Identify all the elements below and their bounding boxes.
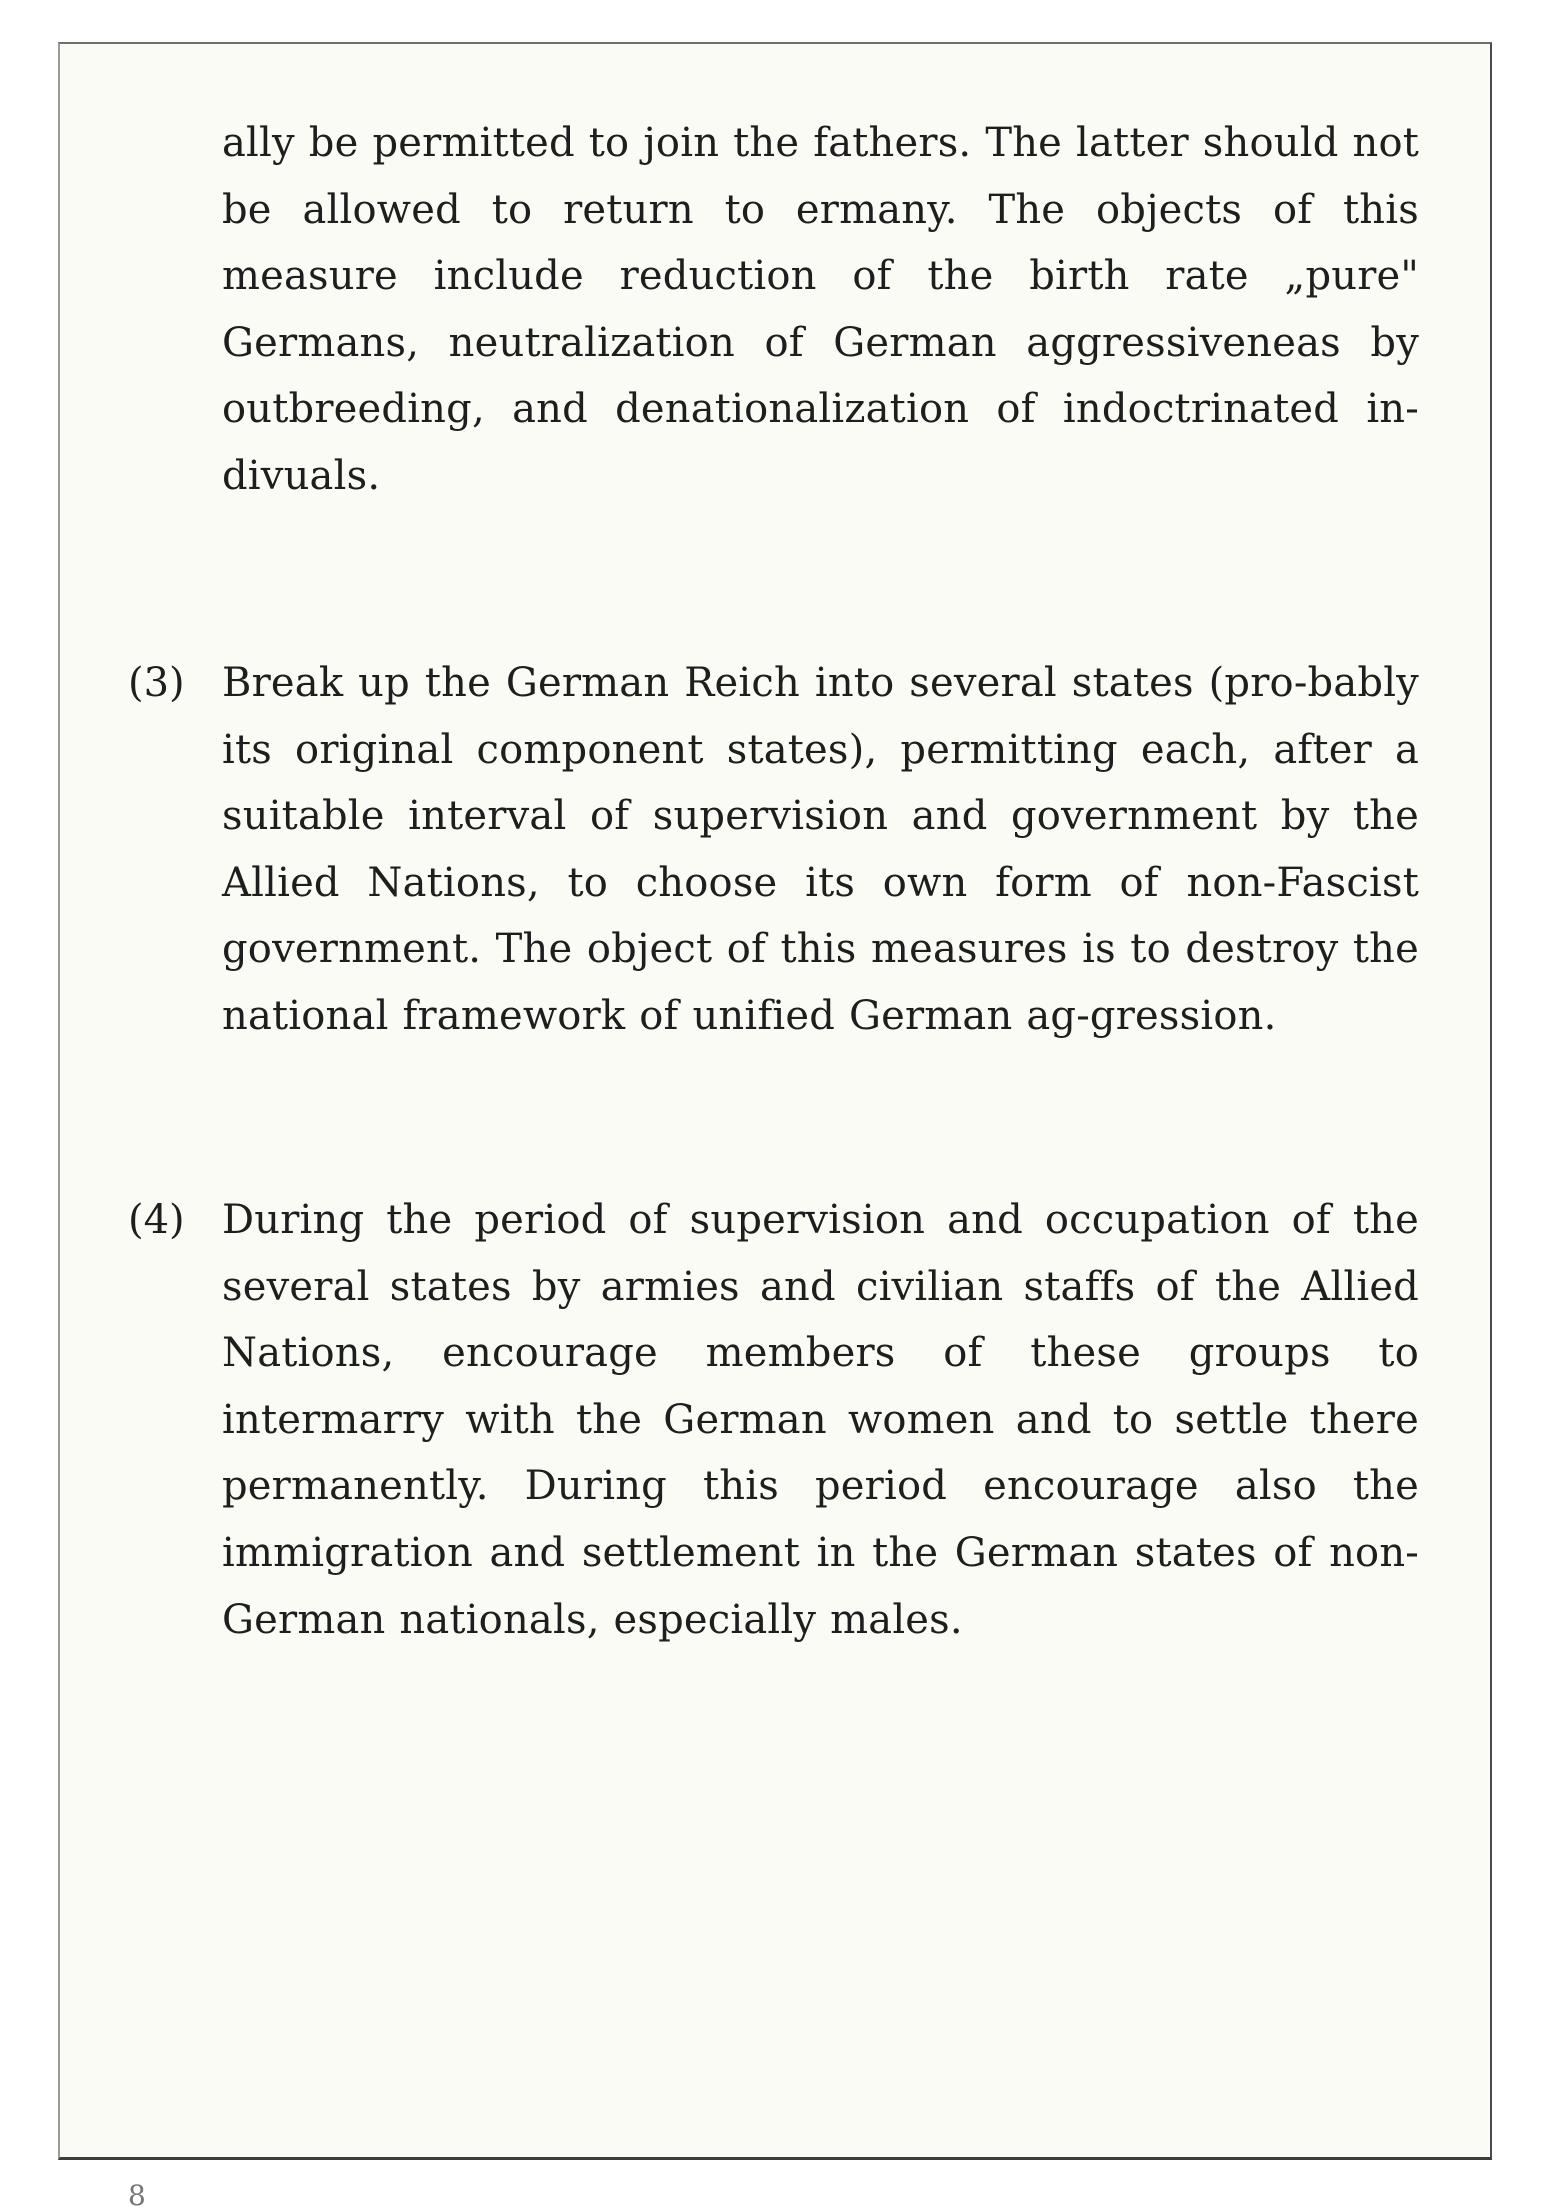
item-3-text: Break up the German Reich into several states (pro-bably its original component states), permitting each, after a suitable interval of supervision and government by the Allied Nations, to choose its own form of non-Fascist government. The object of this measures is to destroy the national framework of unified German ag-gression. xyxy=(222,660,1419,1039)
item-3-number: (3) xyxy=(128,660,185,706)
paragraph-continuation: ally be permitted to join the fathers. The latter should not be allowed to return to ermany. The objects of this measure include reduction of the birth rate „pure" Germans, neutralization of German aggressiveneas by outbreeding, and denationalization of indoctrinated in-divuals. xyxy=(222,120,1419,499)
document-page xyxy=(58,42,1492,2160)
item-4-number: (4) xyxy=(128,1197,185,1243)
item-4-text: During the period of supervision and occupation of the several states by armies and civilian staffs of the Allied Nations, encourage members of these groups to intermarry with the German women and to settle there permanently. During this period encourage also the immigration and settlement in the German states of non-German nationals, especially males. xyxy=(222,1197,1419,1643)
page-number-fragment: 8 xyxy=(128,2179,146,2212)
